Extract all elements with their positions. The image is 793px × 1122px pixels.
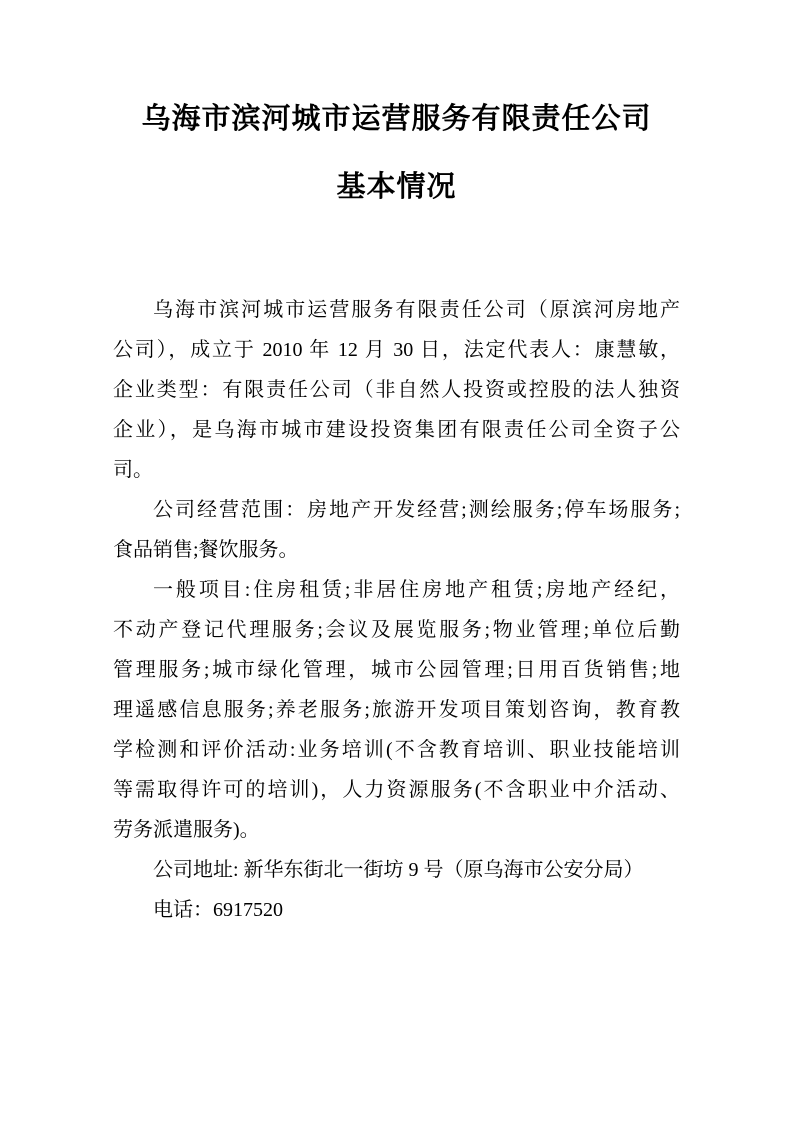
paragraph-business-scope xyxy=(113,490,680,570)
paragraph-general-projects xyxy=(113,570,680,850)
document-subtitle: 基本情况 xyxy=(336,171,457,203)
text-line: 不动产登记代理服务;会议及展览服务;物业管理;单位后勤 xyxy=(113,619,680,641)
text-line: 一般项目:住房租赁;非居住房地产租赁;房地产经纪， xyxy=(153,579,680,601)
text-line: 司。 xyxy=(113,459,153,481)
text-line: 食品销售;餐饮服务。 xyxy=(113,539,299,561)
text-line: 企业类型：有限责任公司（非自然人投资或控股的法人独资 xyxy=(113,379,680,401)
text-line: 管理服务;城市绿化管理，城市公园管理;日用百货销售;地 xyxy=(113,659,680,681)
paragraph-company-phone xyxy=(113,890,680,930)
company-phone-line: 电话：6917520 xyxy=(153,899,283,921)
text-line: 乌海市滨河城市运营服务有限责任公司（原滨河房地产 xyxy=(153,299,680,321)
document-body xyxy=(113,290,680,930)
company-address-line: 公司地址: 新华东街北一街坊 9 号（原乌海市公安分局） xyxy=(153,859,644,881)
text-line: 公司经营范围：房地产开发经营;测绘服务;停车场服务; xyxy=(153,499,680,521)
text-line: 公司），成立于 2010 年 12 月 30 日，法定代表人：康慧敏， xyxy=(113,339,680,361)
text-line: 理遥感信息服务;养老服务;旅游开发项目策划咨询，教育教 xyxy=(113,699,680,721)
document-title: 乌海市滨河城市运营服务有限责任公司 xyxy=(141,103,652,135)
paragraph-company-address xyxy=(113,850,680,890)
text-line: 劳务派遣服务)。 xyxy=(113,819,260,841)
text-line: 等需取得许可的培训)，人力资源服务(不含职业中介活动、 xyxy=(113,779,680,801)
text-line: 企业），是乌海市城市建设投资集团有限责任公司全资子公 xyxy=(113,419,680,441)
text-line: 学检测和评价活动:业务培训(不含教育培训、职业技能培训 xyxy=(113,739,680,761)
paragraph-company-overview xyxy=(113,290,680,490)
